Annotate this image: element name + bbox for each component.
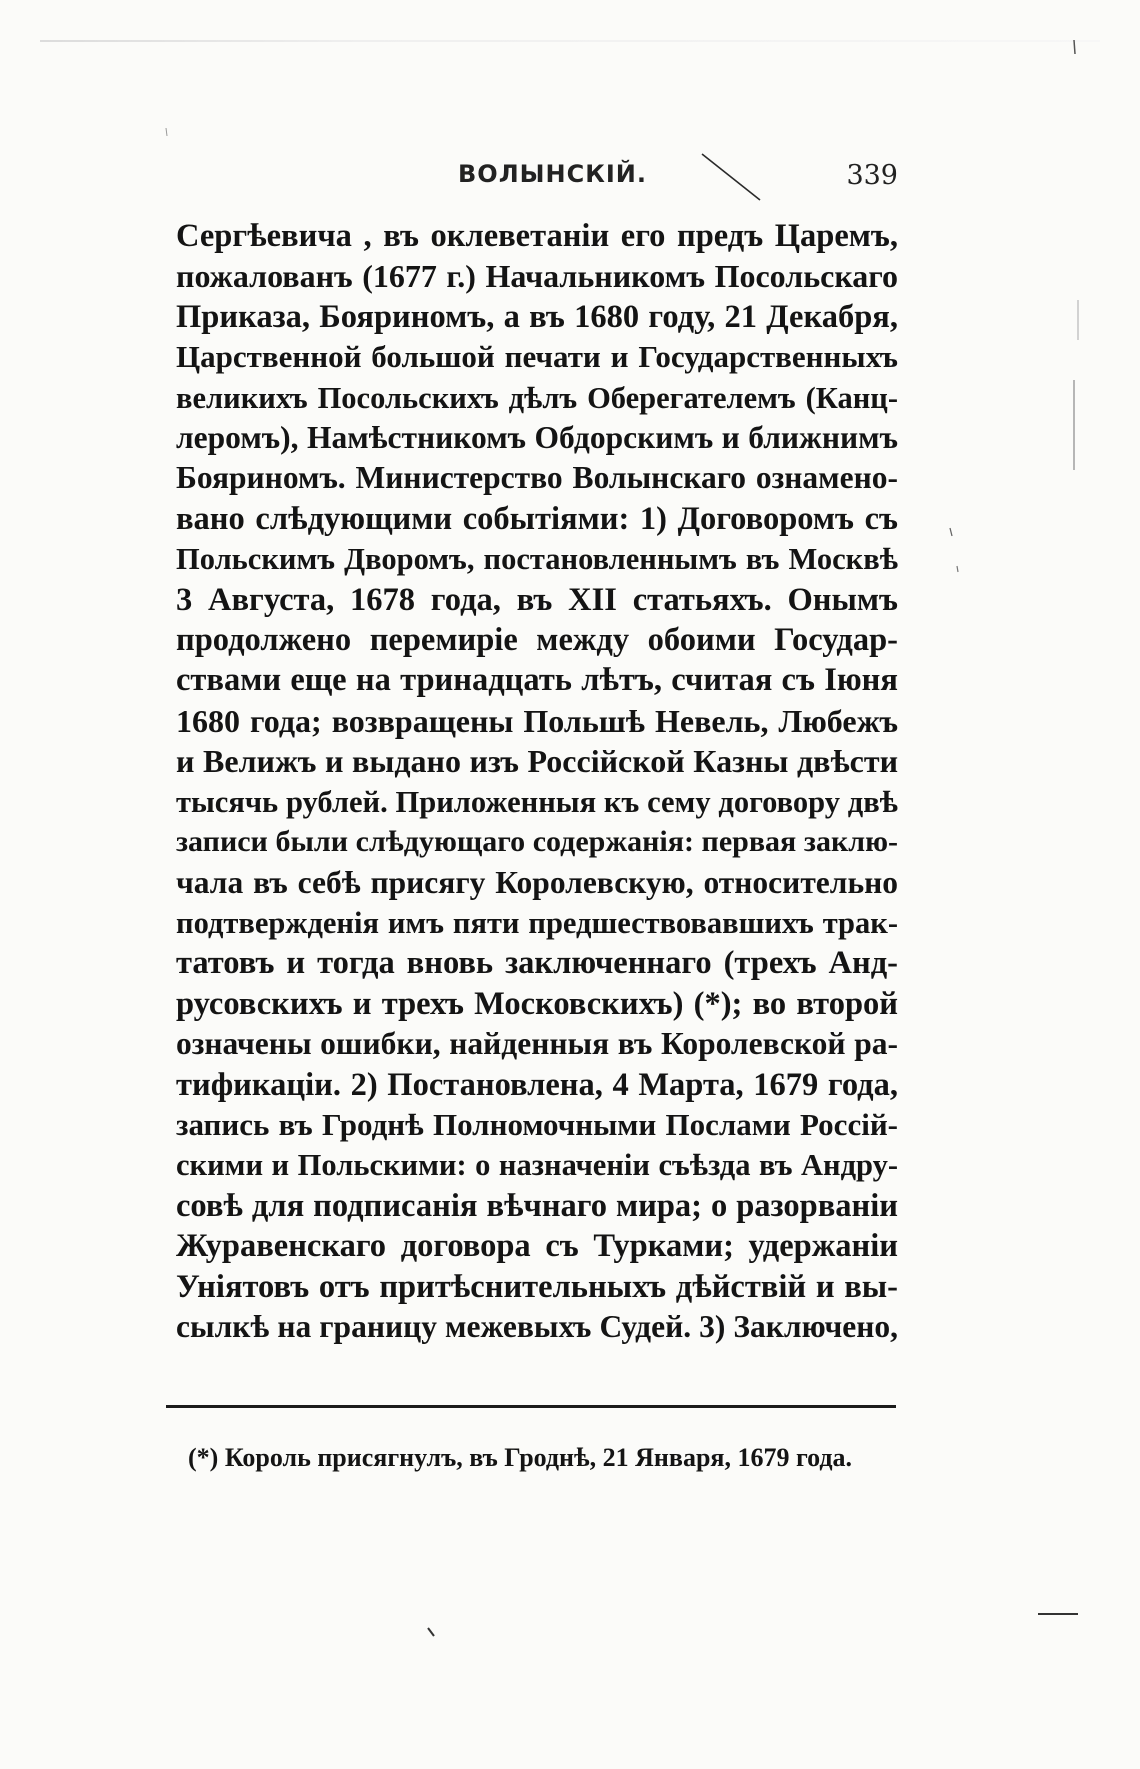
- text-line: Царственной большой печати и Государственныхъ: [176, 339, 898, 375]
- text-line: Сергѣевича , въ оклеветаніи его предъ Царемъ,: [176, 218, 898, 254]
- running-head: ВОЛЫНСКІЙ.: [458, 160, 647, 188]
- footnote: (*) Король присягнулъ, въ Гроднѣ, 21 Января, 1679 года.: [188, 1443, 853, 1472]
- text-line: 3 Августа, 1678 года, въ XII статьяхъ. Онымъ: [176, 581, 898, 618]
- page-number: 339: [846, 160, 898, 191]
- text-line: Бояриномъ. Министерство Волынскаго ознамено-: [176, 460, 898, 496]
- text-line: записи были слѣдующаго содержанія: первая заклю-: [176, 825, 898, 859]
- text-line: чала въ себѣ присягу Королевскую, относительно: [176, 864, 898, 900]
- text-line: запись въ Гроднѣ Полномочными Послами Россій-: [176, 1106, 898, 1142]
- text-line: продолжено перемиріе между обоими Государ-: [176, 622, 898, 659]
- text-line: Уніятовъ отъ притѣснительныхъ дѣйствій и вы-: [176, 1268, 898, 1305]
- text-line: пожалованъ (1677 г.) Начальникомъ Посольскаго: [176, 258, 898, 295]
- text-line: тысячь рублей. Приложенныя къ сему договору двѣ: [176, 784, 898, 819]
- text-line: подтвержденія имъ пяти предшествовавшихъ трак-: [176, 905, 898, 940]
- text-line: вано слѣдующими событіями: 1) Договоромъ съ: [176, 500, 898, 537]
- text-line: 1680 года; возвращены Польшѣ Невель, Любежъ: [176, 702, 898, 739]
- pen-stroke-mark: [698, 150, 768, 210]
- page-header: [176, 160, 898, 200]
- body-text: [176, 216, 898, 1347]
- text-line: сылкѣ на границу межевыхъ Судей. 3) Заключено,: [176, 1308, 898, 1344]
- text-line: Приказа, Бояриномъ, а въ 1680 году, 21 Декабря,: [176, 298, 898, 335]
- footnote-separator: [166, 1405, 896, 1408]
- text-line: Польскимъ Дворомъ, постановленнымъ въ Москвѣ: [176, 542, 898, 577]
- text-line: татовъ и тогда вновь заключеннаго (трехъ Анд-: [176, 945, 898, 982]
- text-line: скими и Польскими: о назначеніи съѣзда въ Андру-: [176, 1148, 898, 1183]
- text-line: леромъ), Намѣстникомъ Обдорскимъ и ближнимъ: [176, 420, 898, 456]
- text-line: великихъ Посольскихъ дѣлъ Оберегателемъ (Канц-: [176, 380, 898, 415]
- text-line: Журавенскаго договора съ Турками; удержаніи: [176, 1228, 898, 1265]
- text-line: тификаціи. 2) Постановлена, 4 Марта, 1679 года,: [176, 1066, 898, 1103]
- text-line: совѣ для подписанія вѣчнаго мира; о разорваніи: [176, 1187, 898, 1224]
- text-line: означены ошибки, найденныя въ Королевской ра-: [176, 1026, 898, 1062]
- text-line: и Велижъ и выдано изъ Россійской Казны двѣсти: [176, 743, 898, 780]
- text-line: ствами еще на тринадцать лѣтъ, считая съ Іюня: [176, 662, 898, 699]
- text-line: русовскихъ и трехъ Московскихъ) (*); во второй: [176, 985, 898, 1022]
- scan-edge: [40, 40, 1100, 42]
